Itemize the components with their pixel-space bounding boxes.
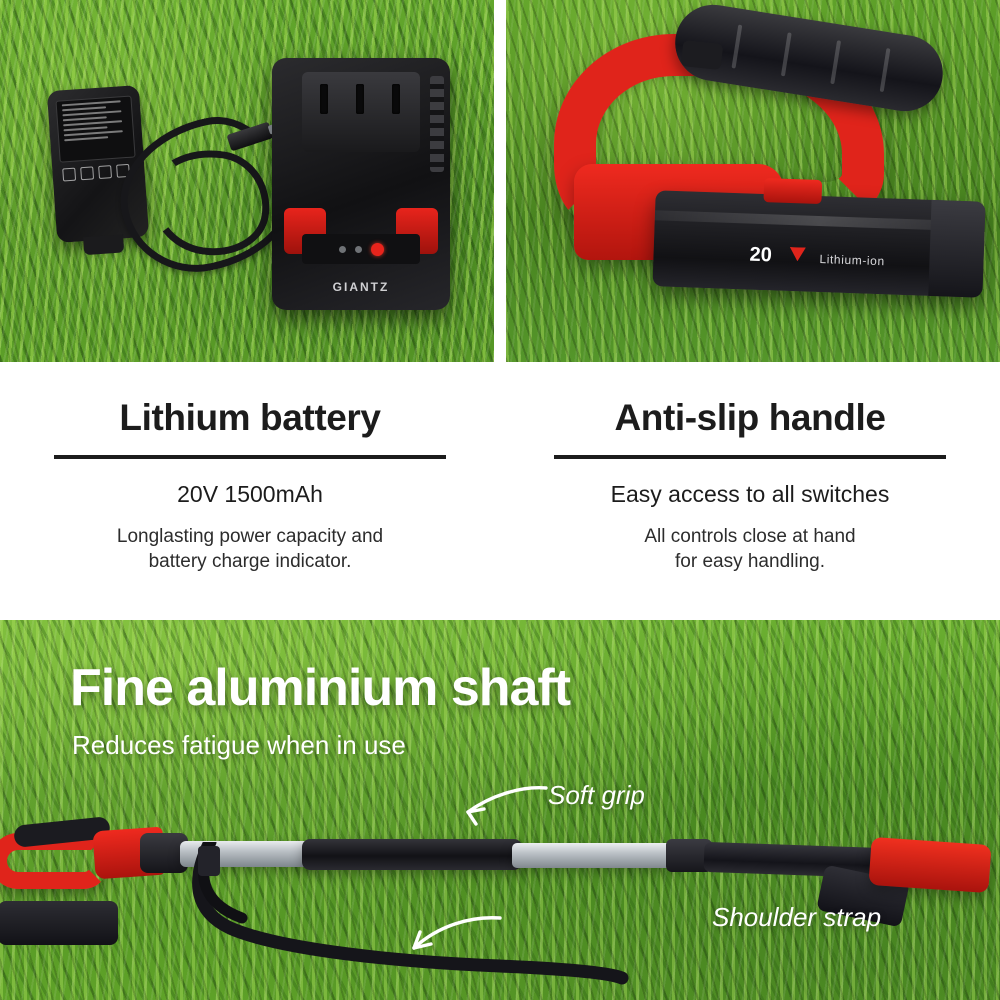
feature-body — [524, 524, 976, 574]
feature-block-battery — [0, 374, 500, 614]
brand-logo-text: GIANTZ — [332, 280, 390, 294]
cutting-head-cover — [868, 837, 991, 893]
battery-pack — [0, 901, 118, 945]
callout-shoulder-strap: Shoulder strap — [712, 902, 882, 932]
battery-voltage-label: 20 — [749, 243, 773, 267]
trigger-switch[interactable] — [681, 40, 723, 70]
shoulder-strap-arrow-icon — [404, 910, 504, 956]
battery-latch — [763, 178, 822, 204]
anti-slip-handle-photo — [506, 0, 1000, 362]
feature-body-line: Longlasting power capacity and — [116, 525, 384, 547]
charger-plug-prongs — [83, 234, 124, 255]
feature-body-line: All controls close at hand — [644, 525, 856, 547]
feature-body-line: battery charge indicator. — [148, 550, 352, 572]
lithium-battery-and-charger-photo — [0, 0, 494, 362]
hero-photo — [0, 620, 1000, 1000]
battery-pack — [652, 190, 985, 297]
feature-body — [24, 524, 476, 574]
battery-chemistry-label: Lithium-ion — [819, 252, 885, 269]
top-photo-row — [0, 0, 1000, 362]
charger-spec-label — [55, 96, 135, 163]
divider — [54, 455, 446, 459]
feature-heading: Anti-slip handle — [614, 397, 886, 438]
divider — [554, 455, 946, 459]
feature-text-row — [0, 374, 1000, 614]
battery-terminal-slots — [302, 72, 420, 152]
hero-title: Fine aluminium shaft — [70, 659, 571, 717]
feature-subheading: Easy access to all switches — [610, 480, 890, 507]
callout-soft-grip: Soft grip — [548, 780, 645, 810]
hero-subtitle: Reduces fatigue when in use — [72, 730, 406, 760]
battery-endcap — [928, 200, 985, 298]
feature-body-line: for easy handling. — [675, 550, 825, 572]
feature-subheading: 20V 1500mAh — [177, 480, 323, 507]
voltage-triangle-icon — [789, 247, 805, 262]
feature-block-handle — [500, 374, 1000, 614]
battery-charger-dock — [272, 58, 450, 310]
dock-guide-rail — [430, 76, 444, 172]
soft-grip-arrow-icon — [460, 782, 550, 826]
charger-certification-icons — [62, 164, 130, 182]
charge-indicator-panel — [302, 234, 420, 264]
feature-heading: Lithium battery — [119, 397, 381, 438]
